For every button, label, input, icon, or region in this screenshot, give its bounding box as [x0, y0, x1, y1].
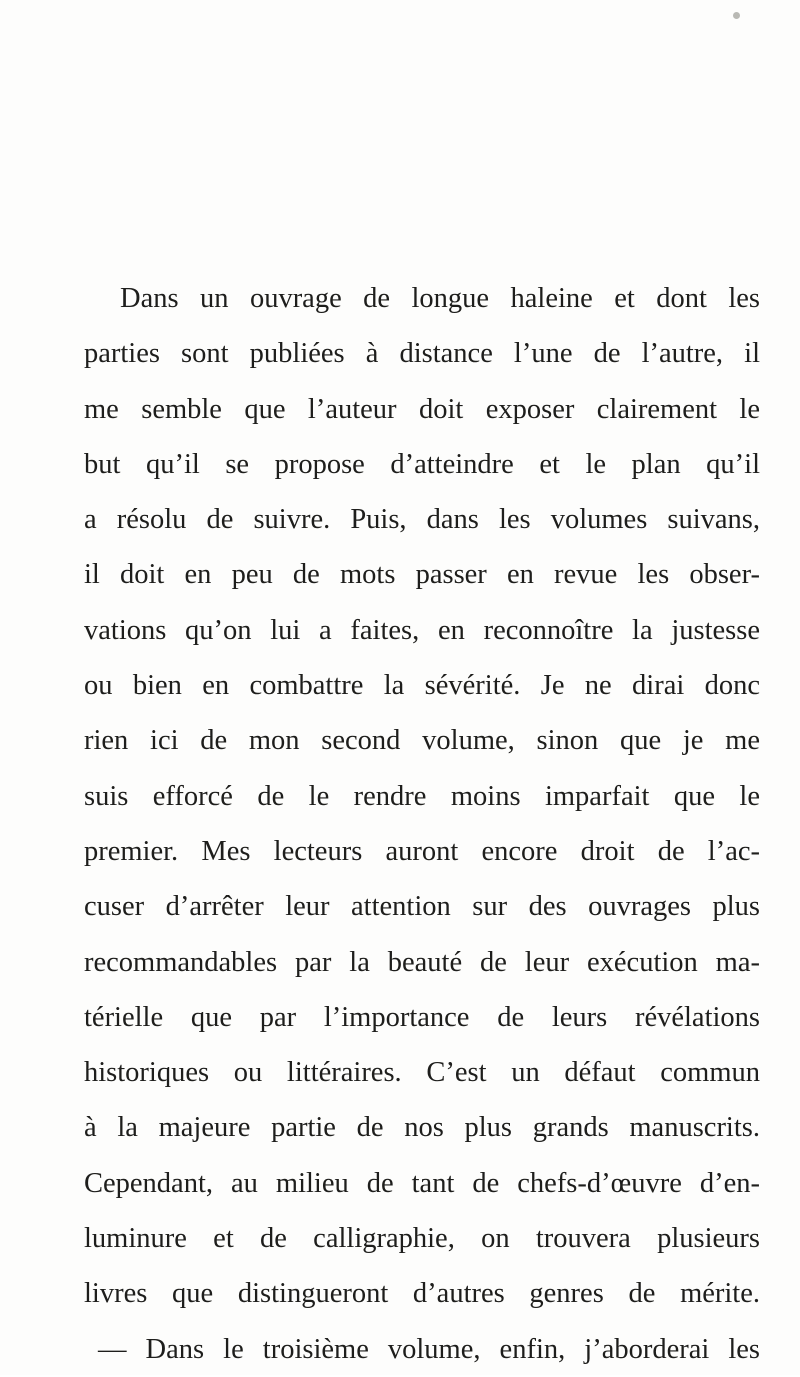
text-line: but qu’il se propose d’atteindre et le plan qu’il: [84, 448, 760, 480]
text-line: — Dans le troisième volume, enfin, j’aborderai les: [98, 1333, 760, 1365]
text-line: Cependant, au milieu de tant de chefs-d’œuvre d’en-: [84, 1167, 760, 1199]
text-line: vations qu’on lui a faites, en reconnoître la justesse: [84, 614, 760, 646]
text-line: ou bien en combattre la sévérité. Je ne dirai donc: [84, 670, 760, 702]
text-line: parties sont publiées à distance l’une de l’autre, il: [84, 338, 760, 370]
text-line: suis efforcé de le rendre moins imparfait que le: [84, 780, 760, 812]
text-line: recommandables par la beauté de leur exécution ma-: [84, 946, 760, 978]
text-line: cuser d’arrêter leur attention sur des ouvrages plus: [84, 891, 760, 923]
text-line: luminure et de calligraphie, on trouvera plusieurs: [84, 1223, 760, 1255]
text-line: térielle que par l’importance de leurs révélations: [84, 1001, 760, 1033]
text-line: il doit en peu de mots passer en revue les obser-: [84, 559, 760, 591]
text-line: Dans un ouvrage de longue haleine et dont les: [120, 283, 760, 314]
text-line: à la majeure partie de nos plus grands manuscrits.: [84, 1112, 760, 1144]
text-line: premier. Mes lecteurs auront encore droit de l’ac-: [84, 835, 760, 867]
text-line: historiques ou littéraires. C’est un défaut commun: [84, 1057, 760, 1089]
preface-paragraph: [84, 271, 760, 1377]
ink-spot-mark: [733, 12, 740, 19]
text-line: me semble que l’auteur doit exposer clairement le: [84, 393, 760, 425]
text-line: a résolu de suivre. Puis, dans les volumes suivans,: [84, 504, 760, 536]
text-line: rien ici de mon second volume, sinon que je me: [84, 725, 760, 757]
text-line: livres que distingueront d’autres genres de mérite.: [84, 1278, 760, 1310]
